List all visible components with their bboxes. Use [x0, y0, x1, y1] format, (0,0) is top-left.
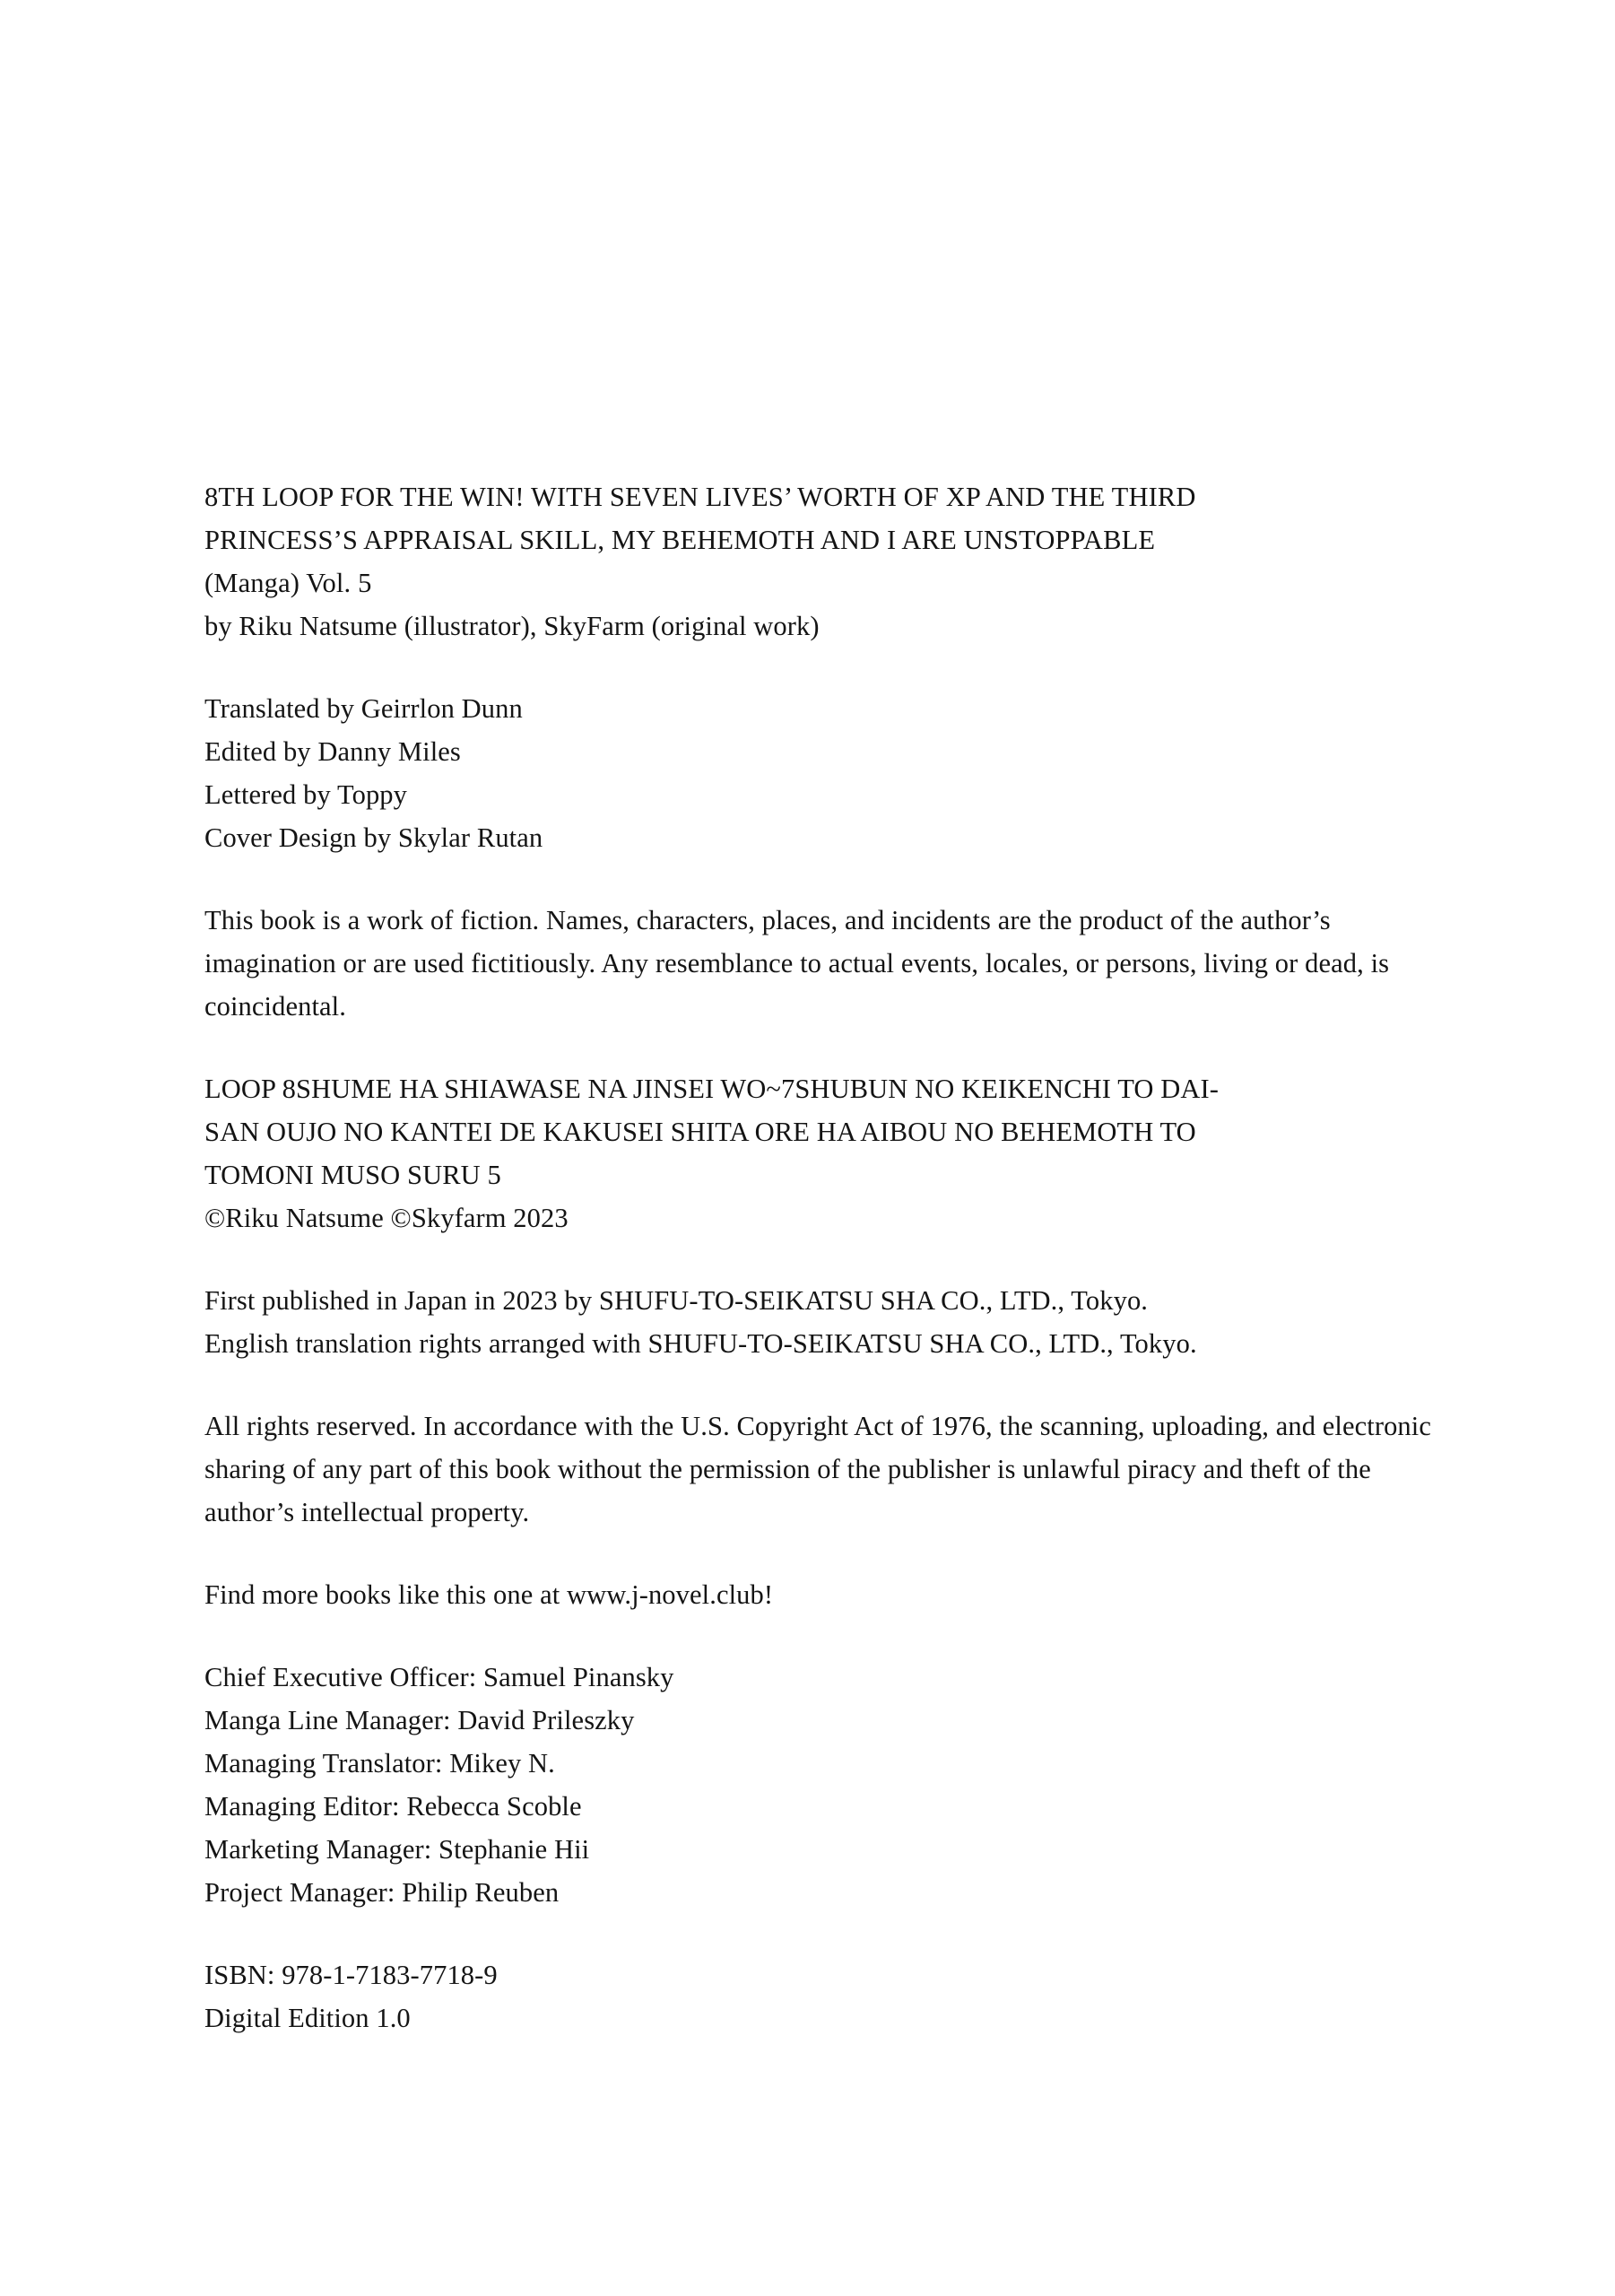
book-volume-line: (Manga) Vol. 5 — [204, 568, 372, 598]
rights-notice-block — [204, 1405, 1460, 1534]
promo-line: Find more books like this one at www.j-novel.club! — [204, 1579, 774, 1610]
fiction-disclaimer-text: This book is a work of fiction. Names, characters, places, and incidents are the product of the author’s imagination or are used fictitiously. Any resemblance to actual events, locales, or persons, living or dead, is coincidental. — [204, 905, 1390, 1022]
staff-manga-line-manager: Manga Line Manager: David Prileszky — [204, 1705, 635, 1735]
staff-project-manager: Project Manager: Philip Reuben — [204, 1877, 560, 1908]
credit-editor: Edited by Danny Miles — [204, 736, 461, 767]
page-content — [204, 475, 1460, 2079]
staff-managing-editor: Managing Editor: Rebecca Scoble — [204, 1791, 582, 1822]
identifier-block — [204, 1953, 1460, 2039]
credit-translator: Translated by Geirrlon Dunn — [204, 693, 523, 724]
book-title-line-1: 8TH LOOP FOR THE WIN! WITH SEVEN LIVES’ WORTH OF XP AND THE THIRD — [204, 482, 1196, 512]
fiction-disclaimer-block — [204, 899, 1460, 1028]
credit-cover-design: Cover Design by Skylar Rutan — [204, 822, 543, 853]
original-title-line-2: SAN OUJO NO KANTEI DE KAKUSEI SHITA ORE HA AIBOU NO BEHEMOTH TO — [204, 1117, 1196, 1147]
staff-block — [204, 1656, 1460, 1914]
staff-marketing-manager: Marketing Manager: Stephanie Hii — [204, 1834, 590, 1865]
publication-block — [204, 1279, 1460, 1365]
isbn-line: ISBN: 978-1-7183-7718-9 — [204, 1960, 498, 1990]
digital-edition-line: Digital Edition 1.0 — [204, 2003, 411, 2033]
title-block — [204, 475, 1460, 648]
original-title-line-1: LOOP 8SHUME HA SHIAWASE NA JINSEI WO~7SHUBUN NO KEIKENCHI TO DAI- — [204, 1074, 1219, 1104]
credits-block — [204, 687, 1460, 859]
original-copyright-line: ©Riku Natsume ©Skyfarm 2023 — [204, 1203, 569, 1233]
promo-block — [204, 1573, 1460, 1616]
translation-rights-line: English translation rights arranged with SHUFU-TO-SEIKATSU SHA CO., LTD., Tokyo. — [204, 1328, 1197, 1359]
book-byline: by Riku Natsume (illustrator), SkyFarm (original work) — [204, 611, 820, 641]
first-publication-line: First published in Japan in 2023 by SHUFU-TO-SEIKATSU SHA CO., LTD., Tokyo. — [204, 1285, 1149, 1316]
original-title-line-3: TOMONI MUSO SURU 5 — [204, 1160, 501, 1190]
rights-notice-text: All rights reserved. In accordance with the U.S. Copyright Act of 1976, the scanning, uploading, and electronic sharing of any part of this book without the permission of the publisher is unlawful piracy and theft of the author’s intellectual property. — [204, 1411, 1431, 1527]
staff-managing-translator: Managing Translator: Mikey N. — [204, 1748, 555, 1779]
credit-letterer: Lettered by Toppy — [204, 779, 407, 810]
original-title-block — [204, 1067, 1460, 1239]
book-title-line-2: PRINCESS’S APPRAISAL SKILL, MY BEHEMOTH AND I ARE UNSTOPPABLE — [204, 525, 1156, 555]
staff-ceo: Chief Executive Officer: Samuel Pinansky — [204, 1662, 674, 1692]
